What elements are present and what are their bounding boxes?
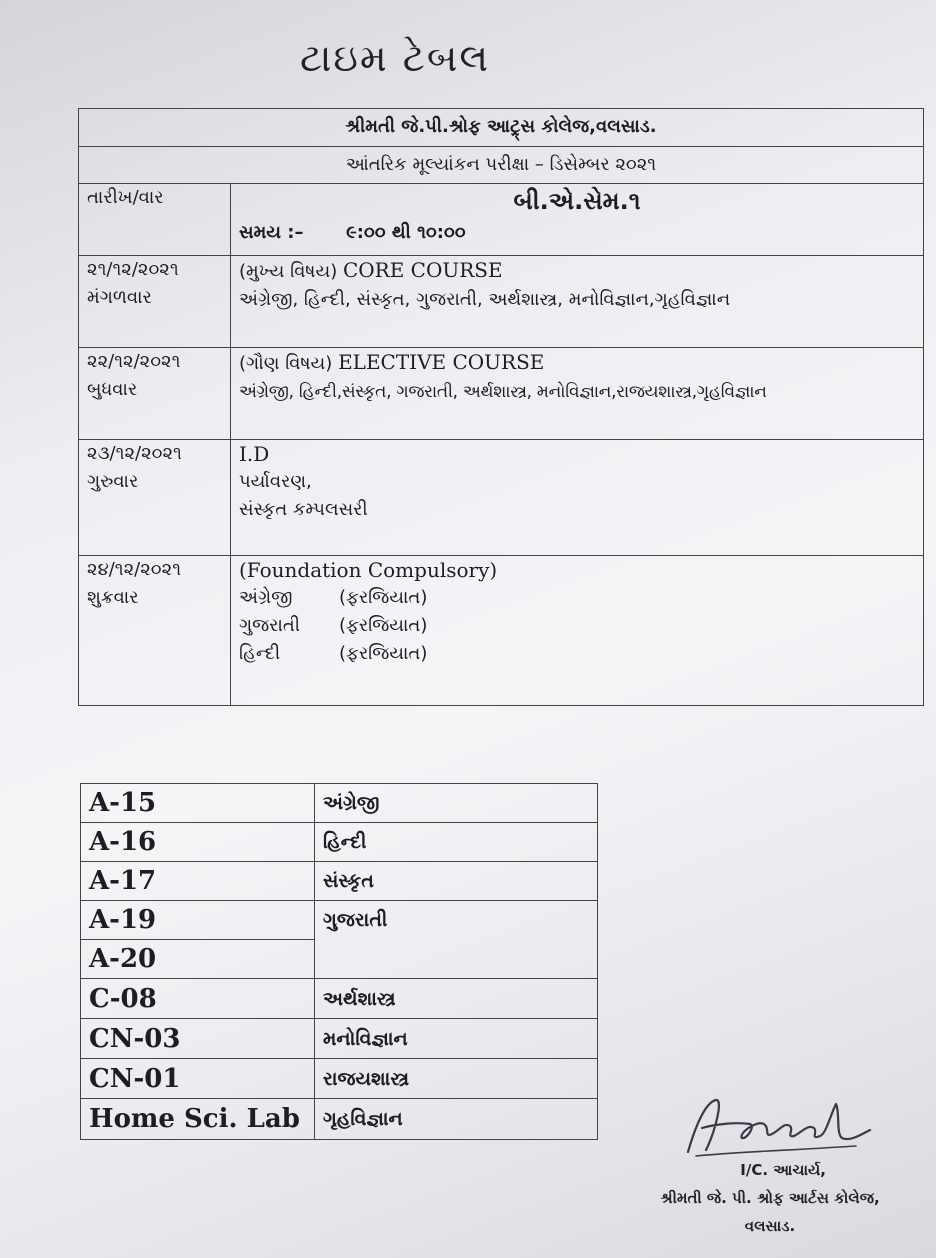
exam-title: આંતરિક મૂલ્યાંકન પરીક્ષા – ડિસેમ્બર ૨૦૨૧ <box>79 147 924 184</box>
room-subject: ગૃહવિજ્ઞાન <box>315 1099 598 1140</box>
course-line: પર્યાવરણ, <box>239 471 312 492</box>
course-prefix: (ગૌણ વિષય) <box>239 353 333 374</box>
course-line: સંસ્કૃત કમ્પલસરી <box>239 499 368 520</box>
subject-row <box>239 640 915 668</box>
room-number: A-17 <box>81 862 315 901</box>
room-number: Home Sci. Lab <box>81 1099 315 1140</box>
table-row <box>81 862 598 901</box>
time-label: સમય :– <box>239 222 304 243</box>
page-title: ટાઇમ ટેબલ <box>300 36 491 80</box>
table-row <box>81 901 598 940</box>
course-cell <box>231 440 924 556</box>
date-cell <box>79 440 231 556</box>
room-number: C-08 <box>81 979 315 1019</box>
exam-date: ૨૧/૧૨/૨૦૨૧ <box>87 259 179 280</box>
date-column-header: તારીખ/વાર <box>79 184 231 256</box>
course-prefix: (મુખ્ય વિષય) <box>239 261 338 282</box>
room-number: CN-01 <box>81 1059 315 1099</box>
table-row <box>81 823 598 862</box>
exam-day: મંગળવાર <box>87 287 152 308</box>
table-row <box>81 1019 598 1059</box>
subject-name: હિન્દી <box>239 643 281 664</box>
table-row <box>81 784 598 823</box>
course-name: ELECTIVE COURSE <box>338 350 545 374</box>
table-row <box>79 556 924 706</box>
table-row <box>81 1059 598 1099</box>
room-number: A-15 <box>81 784 315 823</box>
room-number: A-16 <box>81 823 315 862</box>
course-cell <box>231 348 924 440</box>
date-cell <box>79 556 231 706</box>
exam-timetable <box>78 108 924 706</box>
subject-note: (ફરજિયાત) <box>339 587 428 608</box>
signature-block <box>620 1156 920 1240</box>
semester-label: બી.એ.સેમ.૧ <box>513 187 641 215</box>
course-cell <box>231 256 924 348</box>
signatory-title: I/C. આચાર્ય, <box>740 1161 826 1179</box>
subject-row <box>239 584 915 612</box>
course-name: CORE COURSE <box>342 258 503 282</box>
room-subject: ગુજરાતી <box>315 901 598 979</box>
exam-day: શુક્રવાર <box>87 587 139 608</box>
subject-row <box>239 612 915 640</box>
signatory-college: શ્રીમતી જે. પી. શ્રોફ આર્ટસ કોલેજ, <box>660 1189 880 1207</box>
room-subject: રાજયશાસ્ત્ર <box>315 1059 598 1099</box>
subject-note: (ફરજિયાત) <box>339 643 428 664</box>
exam-date: ૨૪/૧૨/૨૦૨૧ <box>87 559 182 580</box>
course-heading <box>239 256 915 286</box>
course-heading <box>239 348 915 378</box>
exam-day: બુધવાર <box>87 379 138 400</box>
room-number: CN-03 <box>81 1019 315 1059</box>
course-cell <box>231 556 924 706</box>
room-subject: અંગ્રેજી <box>315 784 598 823</box>
college-name: શ્રીમતી જે.પી.શ્રોફ આટ્ર્સ કોલેજ,વલસાડ. <box>79 109 924 147</box>
table-row <box>79 440 924 556</box>
exam-day: ગુરુવાર <box>87 471 139 492</box>
exam-date: ૨૨/૧૨/૨૦૨૧ <box>87 351 181 372</box>
room-subject: અર્થશાસ્ત્ર <box>315 979 598 1019</box>
table-row <box>81 1099 598 1140</box>
room-subject: મનોવિજ્ઞાન <box>315 1019 598 1059</box>
time-value: ૯:૦૦ થી ૧૦:૦૦ <box>346 222 466 243</box>
room-subject: સંસ્કૃત <box>315 862 598 901</box>
room-number: A-20 <box>81 940 315 979</box>
table-row <box>79 348 924 440</box>
room-number: A-19 <box>81 901 315 940</box>
signature <box>676 1094 876 1164</box>
date-cell <box>79 256 231 348</box>
exam-date: ૨૩/૧૨/૨૦૨૧ <box>87 443 182 464</box>
signatory-city: વલસાડ. <box>744 1217 796 1235</box>
course-name: (Foundation Compulsory) <box>239 558 498 582</box>
semester-header-cell <box>231 184 924 256</box>
time-row <box>239 218 915 248</box>
course-subjects: અંગ્રેજી, હિન્દી, સંસ્કૃત, ગુજરાતી, અર્થશાસ્ત્ર, મનોવિજ્ઞાન,ગૃહવિજ્ઞાન <box>239 289 731 310</box>
subject-name: ગુજરાતી <box>239 615 300 636</box>
date-cell <box>79 348 231 440</box>
room-subject: હિન્દી <box>315 823 598 862</box>
subject-note: (ફરજિયાત) <box>339 615 428 636</box>
table-row <box>81 979 598 1019</box>
course-name: I.D <box>239 442 270 466</box>
table-row <box>79 256 924 348</box>
subject-name: અંગ્રેજી <box>239 587 293 608</box>
course-subjects: અંગ્રેજી, હિન્દી,સંસ્કૃત, ગજરાતી, અર્થશાસ્ત્ર, મનોવિજ્ઞાન,રાજયશાસ્ત્ર,ગૃહવિજ્ઞાન <box>239 382 767 402</box>
room-allocation-table <box>80 783 598 1140</box>
